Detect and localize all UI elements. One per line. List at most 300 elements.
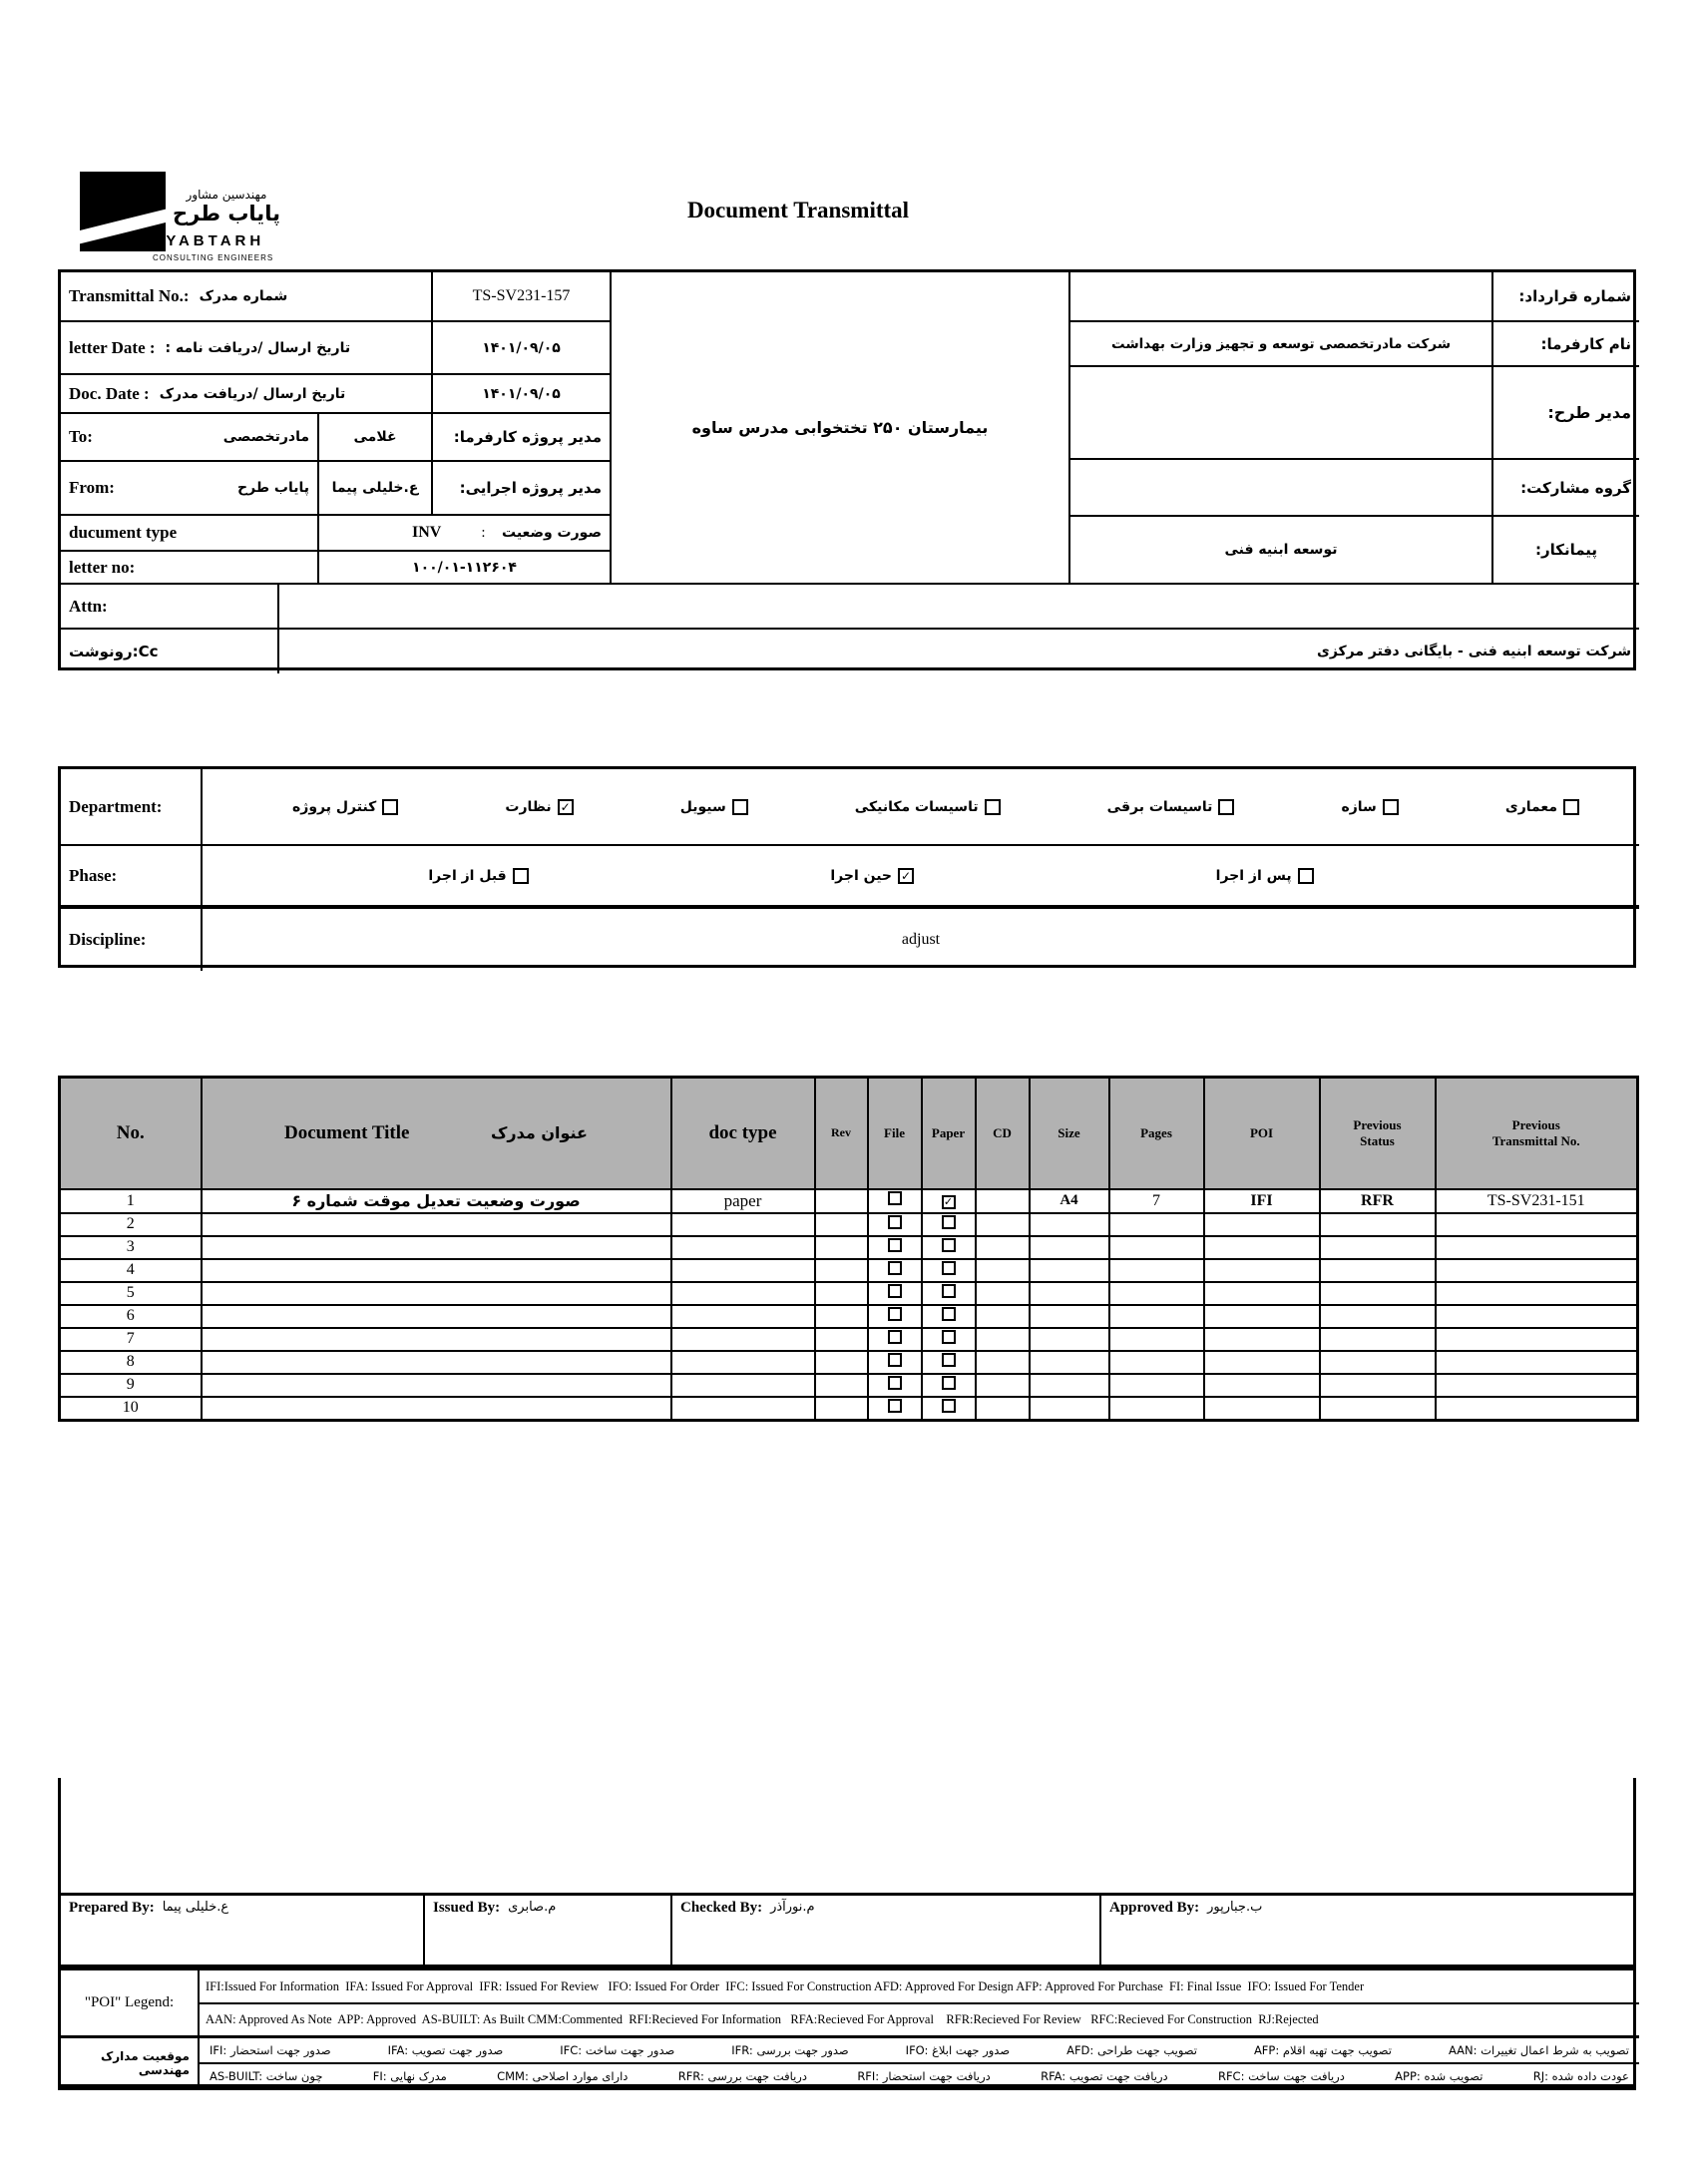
department-label-cell [61,769,203,846]
prev-transmittal-cell [1436,1397,1638,1421]
poi-legend-en-line1-text: IFI:Issued For Information IFA: Issued For Approval IFR: Issued For Review IFO: Issued For Order IFC: Issued For Construction AFD: Approved For Design AFP: Approved For Purchase FI: Final Issue IFO: Issued For Tender [206,1978,1365,1993]
classification-table [58,766,1636,968]
prev-status-cell [1320,1236,1436,1259]
option-architecture [1505,799,1579,815]
department-options [203,769,1639,846]
prev-transmittal-cell [1436,1282,1638,1305]
doc-date-value: ۱۴۰۱/۰۹/۰۵ [482,385,561,402]
doc-date-label-fa: تاریخ ارسال /دریافت مدرک [159,385,346,402]
cd-cell [976,1236,1030,1259]
file-checkbox[interactable] [888,1399,902,1413]
option-after-execution [1216,868,1314,884]
pages-cell [1109,1351,1204,1374]
option-label-electrical: تاسیسات برقی [1106,798,1213,815]
documents-table [58,1076,1639,1422]
file-cell [868,1374,922,1397]
size-cell [1030,1236,1109,1259]
client-label-cell [1493,322,1639,367]
row-number: 8 [60,1351,202,1374]
option-label-civil: سیویل [679,798,726,815]
checkbox-architecture[interactable] [1563,799,1579,815]
doc-type-value-cell [319,516,612,552]
paper-checkbox[interactable]: ✓ [942,1195,956,1209]
prev-status-cell [1320,1282,1436,1305]
size-cell [1030,1374,1109,1397]
discipline-value: adjust [901,931,941,948]
rev-cell [815,1189,868,1213]
checked-by-name: م.نورآذر [770,1900,815,1915]
cc-label-cell [61,630,279,673]
checkbox-before-execution[interactable] [513,868,529,884]
legend-item: APP: تصویب شده [1395,2068,1484,2083]
row-number: 5 [60,1282,202,1305]
file-checkbox[interactable] [888,1376,902,1390]
poi-cell: IFI [1204,1189,1320,1213]
legend-item: IFC: صدور جهت ساخت [560,2043,675,2057]
jv-group-label-cell [1493,460,1639,517]
file-cell [868,1397,922,1421]
col-document-title [202,1078,671,1189]
doc-type-cell [671,1282,815,1305]
option-label-after-execution: پس از اجرا [1215,867,1292,884]
paper-checkbox[interactable] [942,1399,956,1413]
phase-label-cell [61,846,203,909]
size-cell [1030,1328,1109,1351]
project-name-cell [612,272,1070,585]
client-value-cell [1070,322,1493,367]
file-cell [868,1259,922,1282]
paper-checkbox[interactable] [942,1215,956,1229]
poi-cell [1204,1351,1320,1374]
doc-type-value: INV [412,524,442,541]
row-number: 4 [60,1259,202,1282]
letter-no-value-cell [319,552,612,585]
cc-label: رونوشت:Cc [69,643,159,660]
file-checkbox[interactable] [888,1238,902,1252]
row-number: 7 [60,1328,202,1351]
letter-date-label-cell [61,322,433,375]
cd-cell [976,1189,1030,1213]
col-previous-status-line1: Previous [1353,1116,1402,1132]
transmittal-no-value-cell [433,272,612,322]
file-checkbox[interactable] [888,1284,902,1298]
attn-label: Attn: [69,596,108,616]
issued-by-label: Issued By: [433,1900,501,1916]
poi-legend-en-line2 [200,2004,1639,2038]
paper-cell [922,1374,976,1397]
phase-options [203,846,1639,909]
doc-date-value-cell [433,375,612,414]
approved-by-cell [1101,1896,1639,1965]
cc-value: شرکت توسعه ابنیه فنی - بایگانی دفتر مرکزی [1316,644,1631,659]
doc-type-cell [671,1374,815,1397]
paper-cell [922,1259,976,1282]
prepared-by-cell [61,1896,425,1965]
size-cell [1030,1397,1109,1421]
legend-item: AAN: تصویب به شرط اعمال تغییرات [1448,2043,1629,2057]
poi-legend-label-cell [61,1970,200,2038]
contractor-label: پیمانکار: [1534,541,1598,559]
rev-cell [815,1259,868,1282]
doc-date-label-en: Doc. Date : [69,383,150,403]
transmittal-info-table [58,269,1636,670]
poi-legend-label: "POI" Legend: [84,1994,175,2010]
col-rev: Rev [815,1078,868,1189]
file-checkbox[interactable] [888,1191,902,1205]
prev-status-cell [1320,1374,1436,1397]
size-cell [1030,1213,1109,1236]
checkbox-project-control[interactable] [382,799,398,815]
letter-date-value: ۱۴۰۱/۰۹/۰۵ [482,339,561,356]
paper-checkbox[interactable] [942,1330,956,1344]
poi-cell [1204,1259,1320,1282]
file-checkbox[interactable] [888,1353,902,1367]
doc-type-cell [671,1305,815,1328]
prepared-by-label: Prepared By: [69,1900,155,1916]
doc-type-colon: : [481,524,486,541]
checked-by-cell [672,1896,1101,1965]
paper-checkbox[interactable] [942,1353,956,1367]
pages-cell: 7 [1109,1189,1204,1213]
logo-fa-subtitle: مهندسین مشاور [186,188,267,202]
col-previous-status-line2: Status [1360,1132,1395,1148]
discipline-label-cell [61,909,203,971]
legend-item: RFI: دریافت جهت استحضار [857,2068,991,2083]
document-title-cell [202,1351,671,1374]
poi-cell [1204,1328,1320,1351]
poi-cell [1204,1397,1320,1421]
prev-transmittal-cell [1436,1305,1638,1328]
file-checkbox[interactable] [888,1261,902,1275]
rev-cell [815,1397,868,1421]
prev-transmittal-cell [1436,1213,1638,1236]
to-role-cell [433,414,612,462]
transmittal-no-label-cell [61,272,433,322]
document-title-cell [202,1374,671,1397]
col-previous-transmittal-line2: Transmittal No. [1491,1132,1580,1148]
discipline-label: Discipline: [69,930,147,949]
issued-by-cell [425,1896,672,1965]
design-manager-label-cell [1493,367,1639,460]
table-row [60,1328,1638,1351]
cc-value-cell [279,630,1639,673]
transmittal-no-label-en: Transmittal No.: [69,286,190,305]
cd-cell [976,1374,1030,1397]
paper-cell [922,1328,976,1351]
cd-cell [976,1213,1030,1236]
checkbox-during-execution[interactable]: ✓ [898,868,914,884]
col-size: Size [1030,1078,1109,1189]
legend-item: RJ: عودت داده شده [1532,2068,1629,2083]
row-number: 10 [60,1397,202,1421]
fa-legend-label-cell [61,2038,200,2087]
paper-cell [922,1236,976,1259]
poi-cell [1204,1282,1320,1305]
fa-legend-line2 [200,2064,1639,2087]
attn-label-cell [61,585,279,630]
document-title-cell [202,1305,671,1328]
row-number: 3 [60,1236,202,1259]
poi-cell [1204,1374,1320,1397]
rev-cell [815,1328,868,1351]
option-supervision [505,799,573,815]
table-row [60,1351,1638,1374]
table-row [60,1213,1638,1236]
doc-type-cell [671,1259,815,1282]
transmittal-no-value: TS-SV231-157 [472,287,571,304]
jv-group-label: گروه مشارکت: [1520,478,1631,497]
option-project-control [292,799,398,815]
rev-cell [815,1374,868,1397]
legend-item: IFR: صدور جهت بررسی [731,2043,849,2057]
letter-no-value: ۱۰۰/۰۱-۱۱۲۶۰۴ [412,559,517,576]
legend-item: AFP: تصویب جهت تهیه اقلام [1253,2043,1392,2057]
col-no: No. [60,1078,202,1189]
prev-transmittal-cell [1436,1259,1638,1282]
doc-type-cell: paper [671,1189,815,1213]
pages-cell [1109,1374,1204,1397]
option-during-execution [830,868,914,884]
cd-cell [976,1305,1030,1328]
doc-type-cell [671,1397,815,1421]
approved-by-label: Approved By: [1109,1900,1200,1916]
poi-cell [1204,1305,1320,1328]
option-civil [680,799,748,815]
col-document-title-en: Document Title [284,1121,410,1143]
pages-cell [1109,1282,1204,1305]
file-cell [868,1213,922,1236]
to-label: To: [69,427,93,446]
doc-date-label-cell [61,375,433,414]
fa-legend-label: موقعیت مدارک مهندسی [100,2048,190,2077]
size-cell [1030,1282,1109,1305]
phase-label: Phase: [69,865,118,885]
to-org: مادرتخصصی [222,429,309,445]
option-structure [1341,799,1398,815]
cd-cell [976,1351,1030,1374]
option-label-architecture: معماری [1504,798,1557,815]
legend-item: RFR: دریافت جهت بررسی [677,2068,807,2083]
letter-date-label-en: letter Date : [69,337,156,357]
col-document-title-fa: عنوان مدرک [491,1123,588,1143]
discipline-value-cell [203,909,1639,971]
doc-type-cell [671,1236,815,1259]
department-label: Department: [69,796,163,816]
checkbox-supervision[interactable]: ✓ [558,799,574,815]
prev-status-cell [1320,1305,1436,1328]
rev-cell [815,1236,868,1259]
pages-cell [1109,1397,1204,1421]
legend-item: FI: مدرک نهایی [372,2068,447,2083]
file-checkbox[interactable] [888,1215,902,1229]
doc-type-cell [671,1351,815,1374]
option-label-before-execution: قبل از اجرا [428,867,507,884]
option-label-supervision: نظارت [505,798,552,815]
col-cd: CD [976,1078,1030,1189]
prepared-by-name: ع.خلیلی پیما [162,1900,229,1915]
option-mechanical [855,799,1001,815]
doc-type-fa: صورت وضعیت [502,525,602,541]
logo-fa-title: پایاب طرح [173,202,280,225]
table-row [60,1189,1638,1213]
file-cell [868,1305,922,1328]
transmittal-no-label-fa: شماره مدرک [199,288,288,304]
contractor-value-cell [1070,517,1493,585]
table-empty-area [58,1778,1636,1893]
table-row [60,1259,1638,1282]
logo-tagline: CONSULTING ENGINEERS [153,253,274,262]
rev-cell [815,1213,868,1236]
contract-no-label-cell [1493,272,1639,322]
contractor-value: توسعه ابنیه فنی [1224,542,1338,558]
fa-legend-line1 [200,2038,1639,2064]
paper-cell [922,1351,976,1374]
pages-cell [1109,1328,1204,1351]
option-label-mechanical: تاسیسات مکانیکی [854,798,979,815]
contractor-label-cell [1493,517,1639,585]
document-title-cell [202,1213,671,1236]
paper-checkbox[interactable] [942,1307,956,1321]
legend-item: RFC: دریافت جهت ساخت [1217,2068,1345,2083]
poi-legend-en-line1 [200,1970,1639,2004]
col-doc-type: doc type [671,1078,815,1189]
col-previous-transmittal-line1: Previous [1511,1116,1560,1132]
logo-company-name: PAYABTARH [140,232,265,249]
pages-cell [1109,1236,1204,1259]
checkbox-after-execution[interactable] [1298,868,1314,884]
doc-type-cell [671,1213,815,1236]
size-cell [1030,1351,1109,1374]
checked-by-label: Checked By: [680,1900,763,1916]
cd-cell [976,1397,1030,1421]
doc-type-label: ducument type [69,523,178,542]
checkbox-mechanical[interactable] [985,799,1001,815]
poi-cell [1204,1236,1320,1259]
paper-cell [922,1282,976,1305]
prev-status-cell [1320,1259,1436,1282]
table-row [60,1397,1638,1421]
legend-item: RFA: دریافت جهت تصویب [1041,2068,1168,2083]
prev-status-cell [1320,1213,1436,1236]
prev-transmittal-cell: TS-SV231-151 [1436,1189,1638,1213]
legend-item: AS-BUILT: چون ساخت [210,2068,323,2083]
paper-checkbox[interactable] [942,1238,956,1252]
document-title-cell [202,1282,671,1305]
legend-item: IFA: صدور جهت تصویب [387,2043,504,2057]
row-number: 2 [60,1213,202,1236]
prev-transmittal-cell [1436,1351,1638,1374]
client-label: نام کارفرما: [1540,334,1631,353]
from-cell [61,462,319,516]
page-title: Document Transmittal [686,198,910,222]
option-electrical [1107,799,1235,815]
design-manager-label: مدیر طرح: [1547,403,1631,422]
file-cell [868,1328,922,1351]
pages-cell [1109,1213,1204,1236]
to-role: مدیر پروژه کارفرما: [453,428,602,446]
table-header-row [60,1078,1638,1189]
col-paper: Paper [922,1078,976,1189]
contract-no-value-cell [1070,272,1493,322]
document-title-cell [202,1236,671,1259]
document-title-cell [202,1397,671,1421]
table-row [60,1282,1638,1305]
doc-type-label-cell [61,516,319,552]
letter-date-label-fa: تاریخ ارسال /دریافت نامه : [165,339,351,356]
paper-checkbox[interactable] [942,1284,956,1298]
prev-transmittal-cell [1436,1374,1638,1397]
paper-checkbox[interactable] [942,1261,956,1275]
legend-item: IFI: صدور جهت استحضار [210,2043,331,2057]
prev-status-cell [1320,1351,1436,1374]
design-manager-value-cell [1070,367,1493,460]
option-label-structure: سازه [1341,798,1377,815]
prev-transmittal-cell [1436,1236,1638,1259]
col-previous-transmittal [1436,1078,1638,1189]
file-cell [868,1282,922,1305]
paper-checkbox[interactable] [942,1376,956,1390]
poi-cell [1204,1213,1320,1236]
checkbox-electrical[interactable] [1218,799,1234,815]
document-title-cell: صورت وضعیت تعدیل موقت شماره ۶ [202,1189,671,1213]
row-number: 6 [60,1305,202,1328]
paper-cell [922,1189,976,1213]
from-role: مدیر پروژه اجرایی: [459,479,602,497]
col-previous-status [1320,1078,1436,1189]
contract-no-label: شماره قرارداد: [1518,287,1631,305]
from-label: From: [69,478,115,497]
table-row [60,1374,1638,1397]
legend-item: CMM: دارای موارد اصلاحی [497,2068,629,2083]
size-cell [1030,1259,1109,1282]
poi-legend-block [58,1967,1636,2090]
checkbox-civil[interactable] [732,799,748,815]
letter-no-label: letter no: [69,557,136,577]
size-cell [1030,1305,1109,1328]
rev-cell [815,1305,868,1328]
prev-transmittal-cell [1436,1328,1638,1351]
table-row [60,1236,1638,1259]
jv-group-value-cell [1070,460,1493,517]
approved-by-name: ب.جبارپور [1207,1900,1263,1915]
option-before-execution [428,868,528,884]
checkbox-structure[interactable] [1383,799,1399,815]
size-cell: A4 [1030,1189,1109,1213]
row-number: 1 [60,1189,202,1213]
legend-item: AFD: تصویب جهت طراحی [1066,2043,1197,2057]
prev-status-cell [1320,1397,1436,1421]
cd-cell [976,1282,1030,1305]
doc-type-cell [671,1328,815,1351]
file-checkbox[interactable] [888,1330,902,1344]
prev-status-cell: RFR [1320,1189,1436,1213]
prev-status-cell [1320,1328,1436,1351]
option-label-project-control: کنترل پروژه [292,798,377,815]
legend-item: IFO: صدور جهت ابلاغ [905,2043,1011,2057]
row-number: 9 [60,1374,202,1397]
col-pages: Pages [1109,1078,1204,1189]
issued-by-name: م.صابری [508,1900,557,1915]
letter-no-label-cell [61,552,319,585]
option-label-during-execution: حین اجرا [830,867,893,884]
cd-cell [976,1259,1030,1282]
file-checkbox[interactable] [888,1307,902,1321]
from-person-cell [319,462,433,516]
from-org: پایاب طرح [237,480,309,496]
paper-cell [922,1305,976,1328]
logo-text-block [168,188,285,225]
paper-cell [922,1213,976,1236]
